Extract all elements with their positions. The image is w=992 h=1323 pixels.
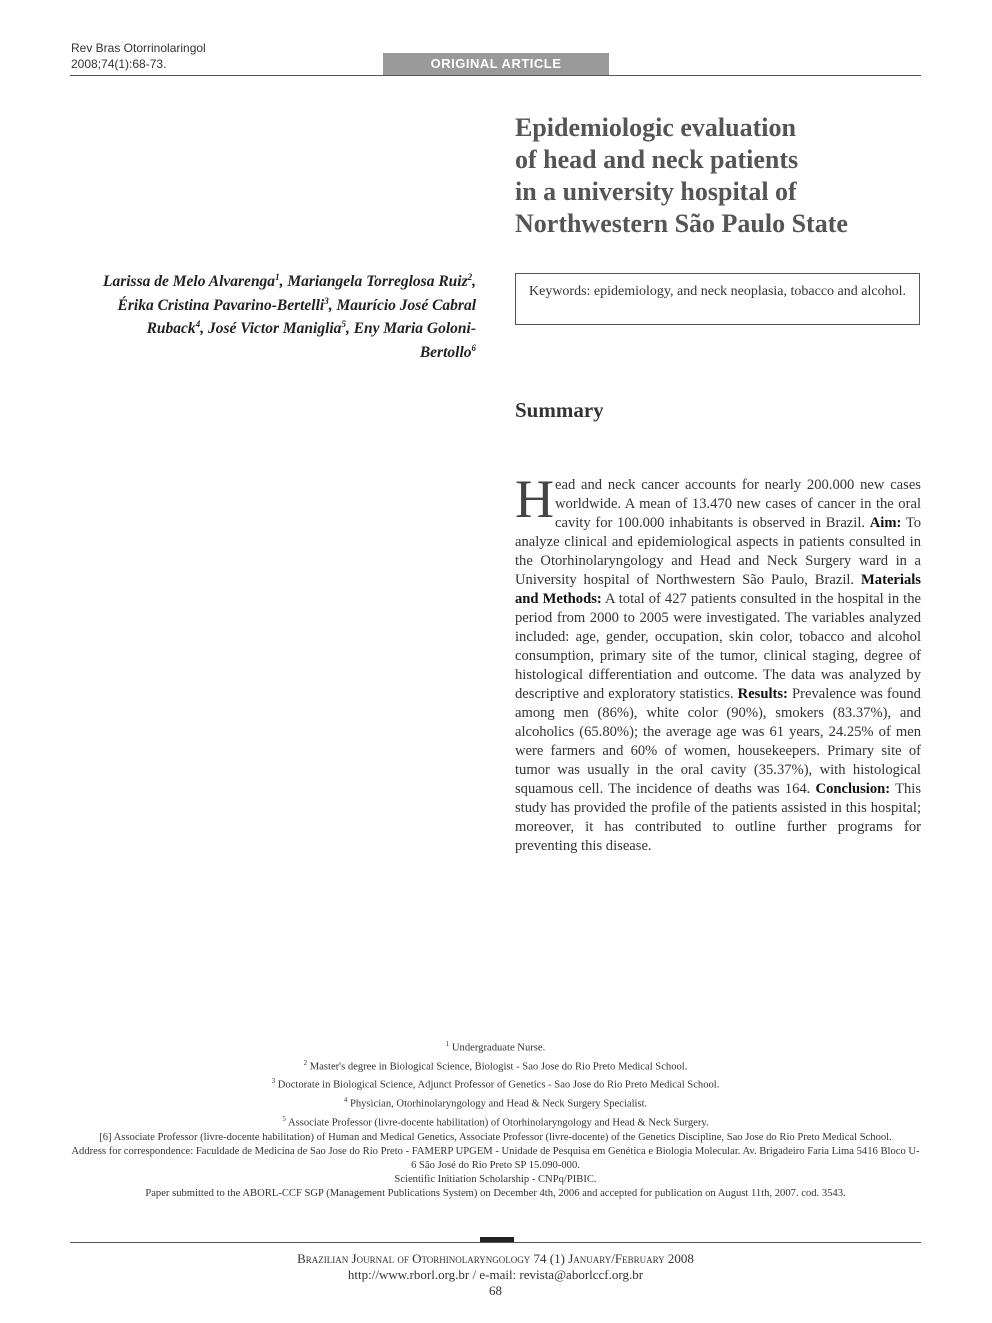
title-line: of head and neck patients bbox=[515, 145, 799, 174]
footnote bbox=[70, 1112, 921, 1131]
section-label: ORIGINAL ARTICLE bbox=[383, 53, 609, 75]
footnotes bbox=[70, 1037, 921, 1202]
summary-heading: Summary bbox=[515, 398, 604, 422]
footer-divider bbox=[70, 1242, 921, 1243]
aim-text: To analyze clinical and epidemiological aspects in patients consulted in the Otorhinolaryngology and Head and Neck Surgery ward in a University hospital of Northwestern São Paulo, Brazil. bbox=[515, 515, 922, 588]
footnote: [6] Associate Professor (livre-docente habilitation) of Human and Medical Genetics, Associate Professor (livre-docente) of the Genetics Discipline, Sao Jose do Rio Preto Medical School. bbox=[99, 1131, 892, 1143]
author-name: Érika Cristina Pavarino-Bertelli bbox=[117, 296, 325, 314]
author-affiliation-ref: 5 bbox=[341, 319, 346, 330]
abstract-body bbox=[515, 469, 922, 856]
author-list bbox=[100, 268, 476, 363]
author-name: Maurício José Cabral Ruback bbox=[146, 296, 476, 338]
footnote-text: Physician, Otorhinolaryngology and Head & Neck Surgery Specialist. bbox=[349, 1098, 648, 1110]
page-footer bbox=[70, 1251, 921, 1299]
methods-text: A total of 427 patients consulted in the hospital in the period from 2000 to 2005 were investigated. The variables analyzed included: age, gender, occupation, skin color, tobacco and alcohol consumption, primary site of the tumor, clinical staging, degree of histological differentiation and outcome. The data was analyzed by descriptive and exploratory statistics. bbox=[515, 591, 921, 702]
footnote-text: Associate Professor (livre-docente habilitation) of Otorhinolaryngology and Head & Neck Surgery. bbox=[287, 1117, 709, 1129]
drop-cap: H bbox=[515, 469, 554, 529]
submission-note: Paper submitted to the ABORL-CCF SGP (Management Publications System) on December 4th, 2006 and accepted for publication on August 11th, 2007. cod. 3543. bbox=[145, 1188, 846, 1200]
title-line: Northwestern São Paulo State bbox=[515, 209, 848, 238]
footnote-text: Doctorate in Biological Science, Adjunct Professor of Genetics - Sao Jose do Rio Preto Medical School. bbox=[277, 1080, 720, 1091]
author-separator: , bbox=[472, 273, 476, 291]
results-text: Prevalence was found among men (86%), white color (90%), smokers (83.37%), and alcoholics (65.80%); the average age was 61 years, 24.25% of men were farmers and 60% of women, housekeepers. Primary site of tumor was usually in the oral cavity (35.37%), with histological squamous cell. The incidence of deaths was 164. bbox=[515, 686, 921, 797]
footnote bbox=[70, 1056, 921, 1075]
footnote-ref: 4 bbox=[343, 1096, 348, 1105]
footnote bbox=[70, 1037, 921, 1056]
article-title bbox=[515, 112, 915, 240]
author-separator: , bbox=[328, 296, 337, 314]
footnote-text: Undergraduate Nurse. bbox=[451, 1042, 546, 1054]
scholarship-note: Scientific Initiation Scholarship - CNPq/PIBIC. bbox=[394, 1174, 597, 1186]
conclusion-text: This study has provided the profile of the patients assisted in this hospital; moreover, it has contributed to outline further programs for preventing this disease. bbox=[515, 781, 922, 854]
footer-journal: Brazilian Journal of Otorhinolaryngology 74 (1) January/February 2008 bbox=[297, 1251, 694, 1266]
title-line: Epidemiologic evaluation bbox=[515, 113, 796, 142]
footer-contact: http://www.rborl.org.br / e-mail: revista@aborlccf.org.br bbox=[347, 1267, 644, 1282]
journal-name: Rev Bras Otorrinolaringol bbox=[71, 41, 206, 55]
author-affiliation-ref: 1 bbox=[275, 272, 280, 282]
methods-label: Materials and Methods: bbox=[515, 572, 921, 607]
keywords-text: Keywords: epidemiology, and neck neoplasia, tobacco and alcohol. bbox=[529, 284, 906, 299]
conclusion-label: Conclusion: bbox=[815, 781, 891, 797]
author-name: Eny Maria Goloni-Bertollo bbox=[353, 320, 476, 362]
header-divider bbox=[70, 75, 921, 76]
footnote-text: Master's degree in Biological Science, Biologist - Sao Jose do Rio Preto Medical School. bbox=[309, 1061, 688, 1073]
title-line: in a university hospital of bbox=[515, 177, 797, 206]
keywords-box bbox=[515, 273, 920, 325]
author-affiliation-ref: 6 bbox=[471, 342, 476, 353]
author-separator: , bbox=[345, 320, 354, 338]
footnote bbox=[70, 1074, 921, 1093]
results-label: Results: bbox=[737, 686, 788, 702]
footnote-ref: 1 bbox=[445, 1040, 450, 1048]
journal-citation: 2008;74(1):68-73. bbox=[71, 57, 167, 71]
journal-reference bbox=[71, 40, 331, 72]
footnote-ref: 5 bbox=[282, 1114, 286, 1123]
footnote bbox=[70, 1093, 921, 1112]
author-name: José Victor Maniglia bbox=[207, 320, 342, 338]
author-affiliation-ref: 2 bbox=[467, 272, 473, 282]
author-affiliation-ref: 3 bbox=[324, 295, 329, 306]
author-separator: , bbox=[279, 273, 288, 291]
footnote-ref: 3 bbox=[271, 1077, 276, 1086]
author-name: Larissa de Melo Alvarenga bbox=[102, 273, 276, 291]
author-name: Mariangela Torreglosa Ruiz bbox=[287, 273, 468, 291]
author-separator: , bbox=[200, 320, 208, 338]
footnote-ref: 2 bbox=[303, 1058, 308, 1067]
author-affiliation-ref: 4 bbox=[195, 319, 201, 330]
aim-label: Aim: bbox=[869, 515, 902, 531]
abstract-intro: ead and neck cancer accounts for nearly 200.000 new cases worldwide. A mean of 13.470 new cases of cancer in the oral cavity for 100.000 inhabitants is observed in Brazil. bbox=[555, 477, 921, 531]
page-number: 68 bbox=[489, 1283, 502, 1298]
correspondence-address: Address for correspondence: Faculdade de Medicina de Sao Jose do Rio Preto - FAMERP UPGEM - Unidade de Pesquisa em Genética e Biologia Molecular. Av. Brigadeiro Faria Lima 5416 Bloco U-6 São José do Rio Preto SP 15.090-000. bbox=[71, 1145, 920, 1172]
